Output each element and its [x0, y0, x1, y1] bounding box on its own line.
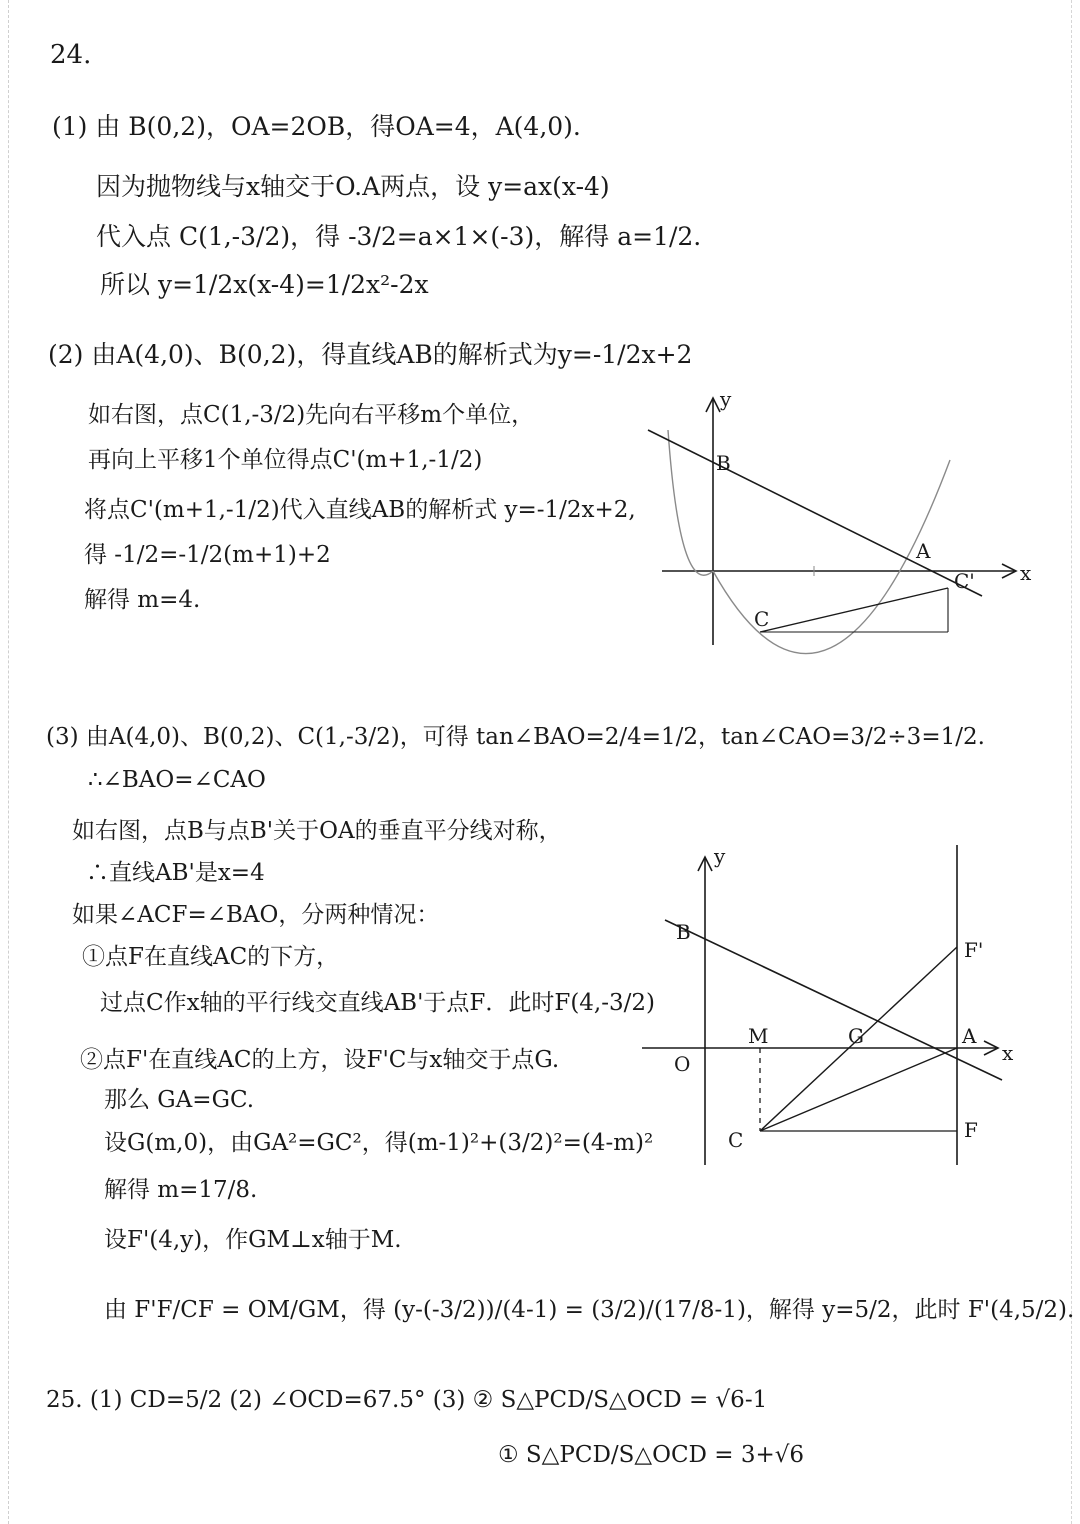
part2-line3: 再向上平移1个单位得点C'(m+1,-1/2) — [88, 447, 483, 473]
part1-line4: 所以 y=1/2x(x-4)=1/2x²-2x — [100, 270, 429, 299]
part3-line3: 如右图，点B与点B'关于OA的垂直平分线对称， — [72, 818, 562, 844]
fig1-label-a: A — [916, 539, 931, 563]
fig1-label-c: C — [754, 607, 770, 631]
part3-line13: 由 F'F/CF = OM/GM，得 (y-(-3/2))/(4-1) = (3/2)/(17/8-1)，解得 y=5/2，此时 F'(4,5/2). — [104, 1297, 1075, 1323]
part2-line2: 如右图，点C(1,-3/2)先向右平移m个单位， — [88, 402, 535, 428]
fig1-label-b: B — [716, 451, 731, 475]
fig2-label-b: B — [676, 920, 691, 944]
part3-line10: 设G(m,0)，由GA²=GC²，得(m-1)²+(3/2)²=(4-m)² — [104, 1130, 654, 1156]
fig2-line-ab — [665, 920, 1002, 1080]
left-margin-guide — [8, 0, 9, 1524]
fig1-segment-cc — [760, 588, 948, 632]
part3-line5: 如果∠ACF=∠BAO，分两种情况： — [72, 902, 440, 928]
fig1-label-y: y — [720, 390, 732, 411]
fig2-label-a: A — [962, 1024, 977, 1048]
part2-line4: 将点C'(m+1,-1/2)代入直线AB的解析式 y=-1/2x+2, — [84, 497, 636, 523]
part2-line1: (2) 由A(4,0)、B(0,2)，得直线AB的解析式为y=-1/2x+2 — [48, 340, 693, 369]
part3-line2: ∴∠BAO=∠CAO — [88, 767, 266, 793]
figure-2-angle-diagram — [630, 835, 1050, 1175]
fig2-segment-ca — [760, 1048, 957, 1131]
part3-line1: (3) 由A(4,0)、B(0,2)、C(1,-3/2)，可得 tan∠BAO=2/4=1/2，tan∠CAO=3/2÷3=1/2. — [46, 724, 985, 750]
fig2-label-g: G — [848, 1024, 864, 1048]
part3-line7: 过点C作x轴的平行线交直线AB'于点F．此时F(4,-3/2) — [100, 990, 655, 1016]
fig2-label-f: F — [964, 1118, 978, 1142]
part2-line6: 解得 m=4. — [84, 587, 201, 613]
part3-line4: ∴直线AB'是x=4 — [86, 860, 265, 886]
part1-line3: 代入点 C(1,-3/2)，得 -3/2=a×1×(-3)，解得 a=1/2. — [96, 222, 702, 251]
problem-24-number: 24. — [50, 40, 92, 70]
part1-line2: 因为抛物线与x轴交于O.A两点，设 y=ax(x-4) — [96, 172, 610, 201]
part2-line5: 得 -1/2=-1/2(m+1)+2 — [84, 542, 331, 568]
part3-line12: 设F'(4,y)，作GM⊥x轴于M. — [104, 1227, 402, 1253]
part3-line6: ①点F在直线AC的下方， — [82, 944, 340, 970]
fig2-label-c: C — [728, 1128, 744, 1152]
part3-line8: ②点F'在直线AC的上方，设F'C与x轴交于点G. — [80, 1047, 560, 1073]
figure-1-parabola-diagram — [640, 390, 1040, 680]
fig1-label-c-prime: C' — [954, 569, 975, 593]
fig2-label-x: x — [1002, 1041, 1014, 1065]
fig2-label-y: y — [714, 844, 726, 868]
fig2-label-f-prime: F' — [964, 938, 984, 962]
fig1-label-x: x — [1020, 561, 1032, 585]
fig2-label-m: M — [748, 1024, 769, 1048]
part3-line9: 那么 GA=GC. — [104, 1087, 255, 1113]
fig2-label-o: O — [674, 1052, 691, 1076]
problem25-line2: ① S△PCD/S△OCD = 3+√6 — [498, 1442, 805, 1468]
problem25-line1: 25. (1) CD=5/2 (2) ∠OCD=67.5° (3) ② S△PCD/S△OCD = √6-1 — [46, 1387, 768, 1413]
part3-line11: 解得 m=17/8. — [104, 1177, 258, 1203]
part1-line1: (1) 由 B(0,2)，OA=2OB，得OA=4，A(4,0). — [52, 112, 581, 141]
